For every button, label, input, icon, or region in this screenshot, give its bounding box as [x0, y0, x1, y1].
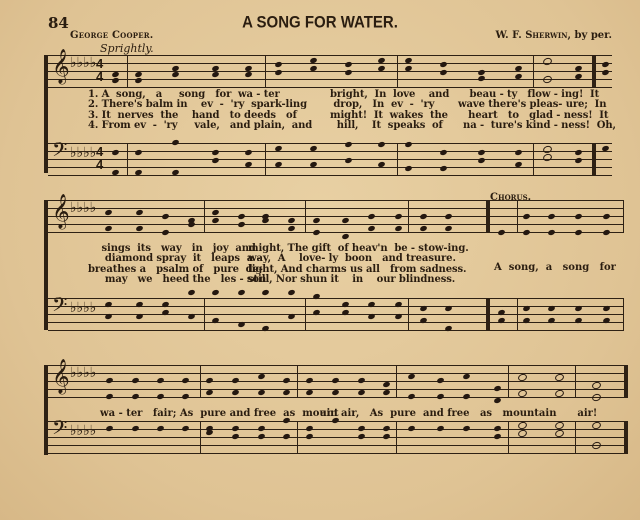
verse-lyrics-right: bright, In love and beau - ty flow - ing! It drop, In ev - 'ry wave there's pleas- ure; In might! It wakes the heart to glad - ness! It hill, It speaks of na - ture's kind - ness! Oh,: [330, 89, 616, 131]
key-signature-flats-icon: ♭♭♭♭: [70, 365, 97, 381]
key-signature-flats-icon: ♭♭♭♭: [70, 145, 97, 161]
barline: [265, 55, 266, 87]
treble-staff: [48, 55, 612, 87]
poet-credit: George Cooper.: [70, 30, 154, 41]
treble-clef-icon: 𝄞: [52, 194, 70, 229]
bass-clef-icon: 𝄢: [52, 293, 68, 321]
time-signature: 4 4: [96, 144, 104, 172]
key-signature-flats-icon: ♭♭♭♭: [70, 423, 97, 439]
composer-name: W. F. Sherwin,: [495, 30, 572, 41]
bass-clef-icon: 𝄢: [52, 138, 68, 166]
tempo-marking: Sprightly.: [100, 42, 154, 55]
bass-staff: [48, 143, 612, 175]
treble-clef-icon: 𝄞: [52, 49, 70, 84]
chorus-lyrics-right: ain air, As pure and free as mountain air!: [320, 408, 598, 419]
bass-staff: [48, 298, 624, 330]
chorus-lyrics-left: wa - ter fair; As pure and free as mount: [100, 408, 339, 419]
composer-suffix: by per.: [571, 30, 612, 41]
composer-credit: [496, 30, 613, 41]
chorus-lyrics: A song, a song for: [494, 262, 616, 273]
barline: [265, 143, 266, 175]
double-barline: [592, 55, 596, 87]
chorus-label: Chorus.: [490, 192, 532, 203]
key-signature-flats-icon: ♭♭♭♭: [70, 200, 97, 216]
barline: [533, 55, 534, 87]
song-title: A SONG FOR WATER.: [242, 13, 398, 32]
barline: [397, 55, 398, 87]
verse-lyrics-right: might, The gift of heav'n be - stow-ing. way, A love- ly boon and treasure. light, And charms us all from sadness. still, Nor shun it in our blindness.: [248, 243, 469, 285]
key-signature-flats-icon: ♭♭♭♭: [70, 300, 97, 316]
double-barline: [592, 143, 596, 175]
barline: [127, 55, 128, 87]
barline: [533, 143, 534, 175]
page-number: 84: [48, 14, 69, 32]
barline: [127, 143, 128, 175]
time-signature: 4 4: [96, 56, 104, 84]
treble-staff: [48, 200, 624, 232]
verse-lyrics-left: 1. A song, a song for wa - ter 2. There's balm in ev - 'ry spark-ling 3. It nerves the hand to deeds of 4. From ev - 'ry vale, and plain, and: [88, 89, 313, 131]
verse-lyrics-left: sings its way in joy and diamond spray it leaps a - breathes a psalm of pure de- may we heed the les - son: [88, 243, 267, 285]
bass-clef-icon: 𝄢: [52, 416, 68, 444]
treble-clef-icon: 𝄞: [52, 359, 70, 394]
key-signature-flats-icon: ♭♭♭♭: [70, 55, 97, 71]
barline: [397, 143, 398, 175]
